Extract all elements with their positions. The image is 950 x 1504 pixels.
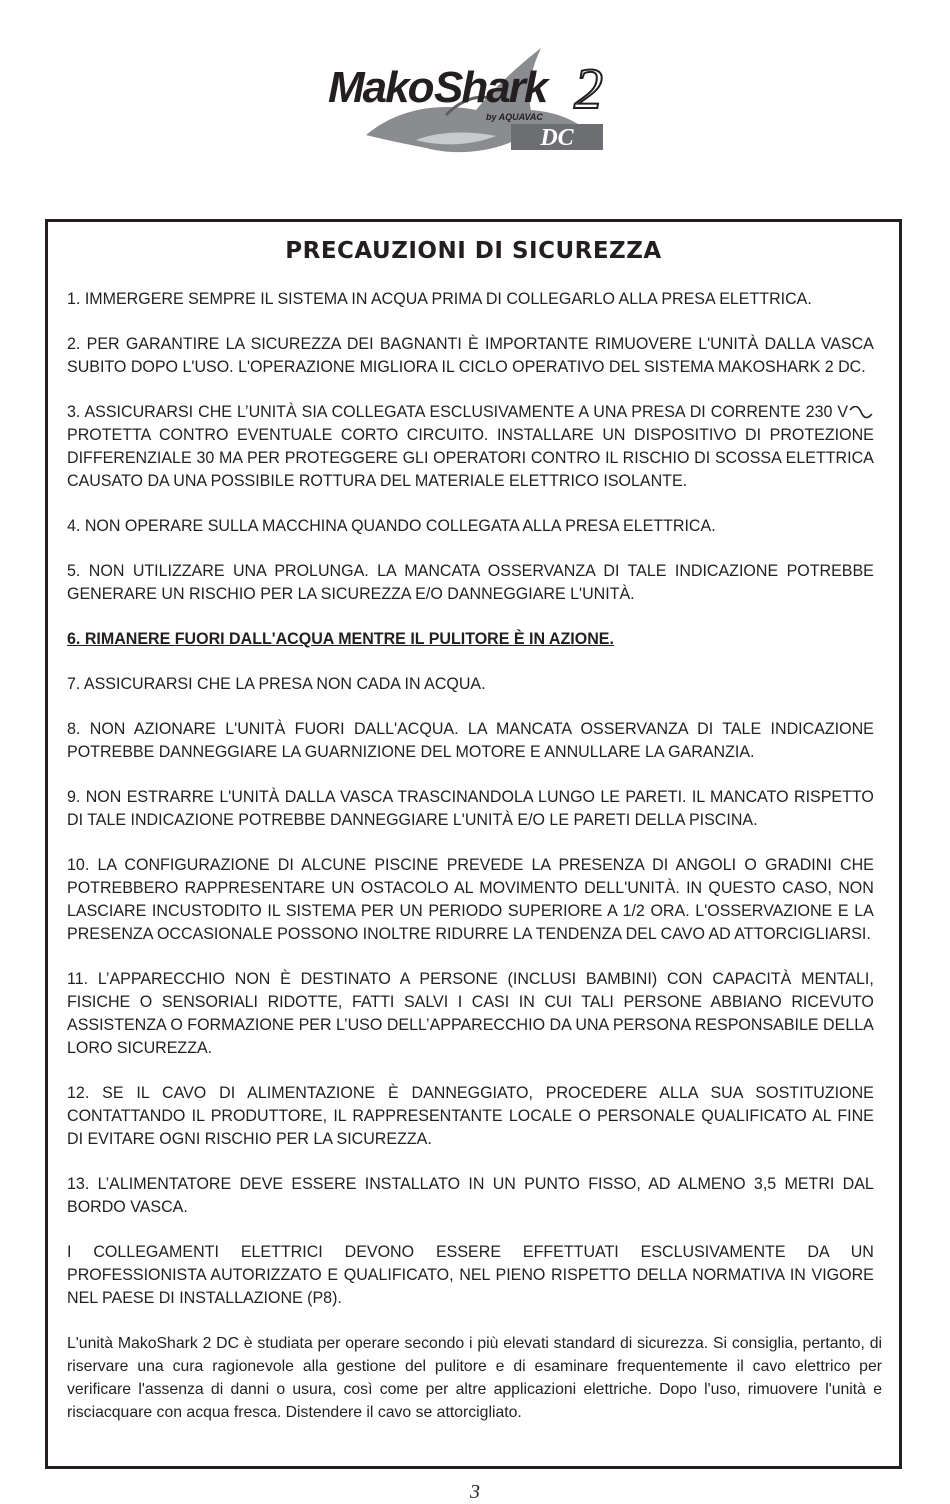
logo-badge: DC — [540, 125, 574, 151]
logo-sub: by AQUAVAC — [486, 112, 543, 122]
precaution-item-9: 9. NON ESTRARRE L'UNITÀ DALLA VASCA TRASCINANDOLA LUNGO LE PARETI. IL MANCATO RISPETTO DI TALE INDICAZIONE POTREBBE DANNEGGIARE L'UNITÀ E/O LE PARETI DELLA PISCINA. — [67, 788, 874, 829]
logo-word-mako: Mako — [328, 63, 433, 112]
logo-number: 2 — [574, 56, 603, 121]
precaution-item-1: 1. IMMERGERE SEMPRE IL SISTEMA IN ACQUA PRIMA DI COLLEGARLO ALLA PRESA ELETTRICA. — [67, 290, 812, 308]
page-number: 3 — [470, 1481, 480, 1503]
electrical-connections-note: I COLLEGAMENTI ELETTRICI DEVONO ESSERE EFFETTUATI ESCLUSIVAMENTE DA UN PROFESSIONISTA AUTORIZZATO E QUALIFICATO, NEL PIENO RISPETTO DELLA NORMATIVA IN VIGORE NEL PAESE DI INSTALLAZIONE (P8). — [67, 1243, 874, 1307]
makoshark-logo — [326, 40, 616, 155]
safety-precautions-box — [45, 219, 902, 1469]
precaution-item-7: 7. ASSICURARSI CHE LA PRESA NON CADA IN ACQUA. — [67, 675, 486, 693]
precaution-item-4: 4. NON OPERARE SULLA MACCHINA QUANDO COLLEGATA ALLA PRESA ELETTRICA. — [67, 517, 716, 535]
precaution-item-8: 8. NON AZIONARE L'UNITÀ FUORI DALL'ACQUA. LA MANCATA OSSERVANZA DI TALE INDICAZIONE POTREBBE DANNEGGIARE LA GUARNIZIONE DEL MOTORE E ANNULLARE LA GARANZIA. — [67, 720, 874, 761]
final-note: L'unità MakoShark 2 DC è studiata per operare secondo i più elevati standard di sicurezza. Si consiglia, pertanto, di riservare una cura ragionevole alla gestione del pulitore e di esaminare frequentemente il cavo elettrico per verificare l'assenza di danni o usura, così come per altre applicazioni elettriche. Dopo l'uso, rimuovere l'unità e risciacquare con acqua fresca. Distendere il cavo se attorcigliato. — [67, 1335, 882, 1421]
precaution-item-3-part2: PROTETTA CONTRO EVENTUALE CORTO CIRCUITO. INSTALLARE UN DISPOSITIVO DI PROTEZIONE DIFFERENZIALE 30 MA PER PROTEGGERE GLI OPERATORI CONTRO IL RISCHIO DI SCOSSA ELETTRICA CAUSATO DA UNA POSSIBILE ROTTURA DEL MATERIALE ELETTRICO ISOLANTE. — [67, 426, 874, 490]
alternating-current-icon — [848, 406, 874, 420]
precaution-item-5: 5. NON UTILIZZARE UNA PROLUNGA. LA MANCATA OSSERVANZA DI TALE INDICAZIONE POTREBBE GENERARE UN RISCHIO PER LA SICUREZZA E/O DANNEGGIARE L'UNITÀ. — [67, 562, 874, 603]
precaution-item-6: 6. RIMANERE FUORI DALL'ACQUA MENTRE IL PULITORE È IN AZIONE. — [67, 630, 614, 648]
precaution-item-3 — [67, 401, 874, 493]
precaution-item-3-part1: 3. ASSICURARSI CHE L’UNITÀ SIA COLLEGATA ESCLUSIVAMENTE A UNA PRESA DI CORRENTE 230 V — [67, 403, 849, 421]
precaution-item-2: 2. PER GARANTIRE LA SICUREZZA DEI BAGNANTI È IMPORTANTE RIMUOVERE L'UNITÀ DALLA VASCA SUBITO DOPO L'USO. L'OPERAZIONE MIGLIORA IL CICLO OPERATIVO DEL SISTEMA MAKOSHARK 2 DC. — [67, 335, 874, 376]
precaution-item-13: 13. L’ALIMENTATORE DEVE ESSERE INSTALLATO IN UN PUNTO FISSO, AD ALMENO 3,5 METRI DAL BORDO VASCA. — [67, 1175, 874, 1216]
logo-word-shark: Shark — [434, 63, 547, 112]
precaution-item-12: 12. SE IL CAVO DI ALIMENTAZIONE È DANNEGGIATO, PROCEDERE ALLA SUA SOSTITUZIONE CONTATTANDO IL PRODUTTORE, IL RAPPRESENTANTE LOCALE O PERSONALE QUALIFICATO AL FINE DI EVITARE OGNI RISCHIO PER LA SICUREZZA. — [67, 1084, 874, 1148]
precaution-item-10: 10. LA CONFIGURAZIONE DI ALCUNE PISCINE PREVEDE LA PRESENZA DI ANGOLI O GRADINI CHE POTREBBERO RAPPRESENTARE UN OSTACOLO AL MOVIMENTO DELL'UNITÀ. IN QUESTO CASO, NON LASCIARE INCUSTODITO IL SISTEMA PER UN PERIODO SUPERIORE A 1/2 ORA. L'OSSERVAZIONE E LA PRESENZA OCCASIONALE POSSONO INOLTRE RIDURRE LA TENDENZA DEL CAVO AD ATTORCIGLIARSI. — [67, 856, 874, 943]
precaution-item-11: 11. L’APPARECCHIO NON È DESTINATO A PERSONE (INCLUSI BAMBINI) CON CAPACITÀ MENTALI, FISICHE O SENSORIALI RIDOTTE, FATTI SALVI I CASI IN CUI TALI PERSONE ABBIANO RICEVUTO ASSISTENZA O FORMAZIONE PER L’USO DELL’APPARECCHIO DA UNA PERSONA RESPONSABILE DELLA LORO SICUREZZA. — [67, 970, 874, 1057]
page-title: PRECAUZIONI DI SICUREZZA — [285, 238, 662, 264]
precautions-list — [67, 288, 882, 1440]
